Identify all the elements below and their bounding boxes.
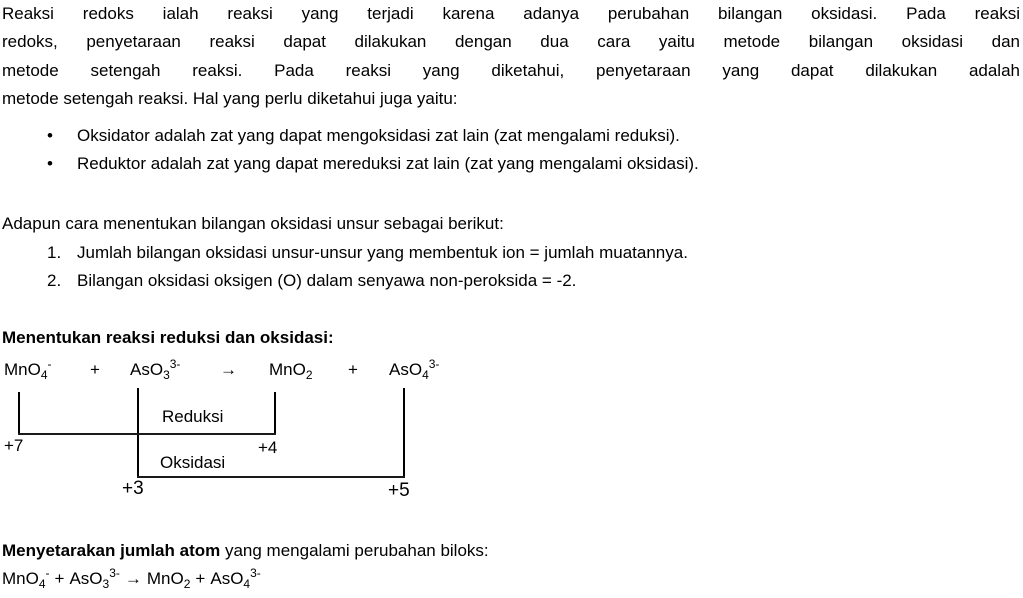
formula-base: AsO — [69, 569, 103, 589]
section-heading-balance — [2, 537, 1020, 565]
oxidation-state-as-after: +5 — [388, 480, 410, 502]
numbered-text: Jumlah bilangan oksidasi unsur-unsur yang membentuk ion = jumlah muatannya. — [77, 242, 688, 262]
intro-line-1: Reaksi redoks ialah reaksi yang terjadi karena adanya perubahan bilangan oksidasi. Pada reaksi — [2, 4, 1020, 23]
section-heading-determine: Menentukan reaksi reduksi dan oksidasi: — [2, 327, 334, 347]
formula-superscript: 3- — [428, 357, 440, 372]
balanced-equation — [2, 565, 1020, 593]
intro-paragraph — [2, 0, 1020, 114]
formula-subscript: 2 — [305, 368, 313, 383]
mn-product-connector-line — [274, 392, 276, 433]
numbered-item-1 — [2, 239, 1020, 267]
oxidation-label: Oksidasi — [160, 453, 226, 473]
formula-subscript: 4 — [422, 368, 429, 383]
reaction-arrow: → — [220, 360, 237, 380]
bullet-list — [2, 122, 1020, 179]
bullet-item-reduktor — [2, 150, 1020, 178]
formula-superscript: 3- — [169, 357, 181, 372]
redox-diagram — [2, 356, 472, 508]
formula-subscript: 4 — [243, 577, 251, 592]
plus-operator: + — [90, 360, 100, 380]
reaction-arrow: → — [124, 569, 142, 589]
formula-aso4-product — [210, 566, 261, 592]
list-number: 2. — [47, 271, 62, 291]
formula-superscript: 3- — [250, 566, 261, 581]
formula-superscript: 3- — [109, 566, 120, 581]
oxidation-bracket-line — [137, 476, 405, 478]
bullet-item-oksidator — [2, 122, 1020, 150]
formula-superscript: - — [45, 566, 50, 581]
intro-line-4: metode setengah reaksi. Hal yang perlu diketahui juga yaitu: — [2, 89, 458, 109]
formula-subscript: 4 — [40, 368, 48, 383]
list-number: 1. — [47, 242, 62, 262]
numbered-item-2 — [2, 267, 1020, 295]
formula-mno4-reactant — [4, 357, 52, 383]
plus-operator: + — [195, 569, 206, 589]
mn-reactant-connector-line — [18, 392, 20, 433]
formula-aso4-product — [389, 357, 440, 383]
plus-operator: + — [54, 569, 65, 589]
formula-subscript: 2 — [183, 577, 191, 592]
bullet-text: Oksidator adalah zat yang dapat mengoksidasi zat lain (zat mengalami reduksi). — [77, 125, 680, 145]
numbered-list — [2, 239, 1020, 296]
plus-operator: + — [348, 360, 358, 380]
rules-intro-text: Adapun cara menentukan bilangan oksidasi unsur sebagai berikut: — [2, 214, 504, 234]
bullet-text: Reduktor adalah zat yang dapat mereduksi zat lain (zat yang mengalami oksidasi). — [77, 154, 699, 174]
oxidation-state-as-before: +3 — [122, 478, 144, 500]
formula-subscript: 3 — [163, 368, 170, 383]
formula-mno2-product — [269, 360, 313, 383]
balance-heading-rest: yang mengalami perubahan biloks: — [220, 541, 489, 561]
numbered-text: Bilangan oksidasi oksigen (O) dalam senyawa non-peroksida = -2. — [77, 271, 577, 291]
formula-base: MnO — [2, 569, 39, 589]
intro-line-2: redoks, penyetaraan reaksi dapat dilakukan dengan dua cara yaitu metode bilangan oksidasi dan — [2, 32, 1020, 52]
formula-superscript: - — [47, 357, 52, 372]
formula-mno2-product — [146, 569, 191, 592]
oxidation-state-mn-before: +7 — [4, 436, 24, 456]
formula-aso3-reactant — [69, 566, 120, 592]
formula-base: AsO — [130, 360, 164, 380]
as-product-connector-line — [403, 388, 405, 478]
formula-base: AsO — [210, 569, 244, 589]
intro-line-3: metode setengah reaksi. Pada reaksi yang diketahui, penyetaraan yang dapat dilakukan adalah — [2, 60, 1020, 80]
reduction-bracket-line — [18, 433, 276, 435]
formula-aso3-reactant — [130, 357, 181, 383]
balance-heading-bold: Menyetarakan jumlah atom — [2, 541, 221, 561]
bullet-icon: • — [47, 154, 53, 174]
formula-base: MnO — [146, 569, 184, 589]
bullet-icon: • — [47, 125, 53, 145]
formula-subscript: 3 — [102, 577, 110, 592]
reduction-label: Reduksi — [162, 407, 224, 427]
formula-base: AsO — [389, 360, 423, 380]
formula-mno4-reactant — [2, 566, 50, 592]
formula-base: MnO — [4, 360, 41, 380]
formula-subscript: 4 — [38, 577, 46, 592]
oxidation-state-mn-after: +4 — [258, 438, 278, 458]
formula-base: MnO — [269, 360, 306, 380]
